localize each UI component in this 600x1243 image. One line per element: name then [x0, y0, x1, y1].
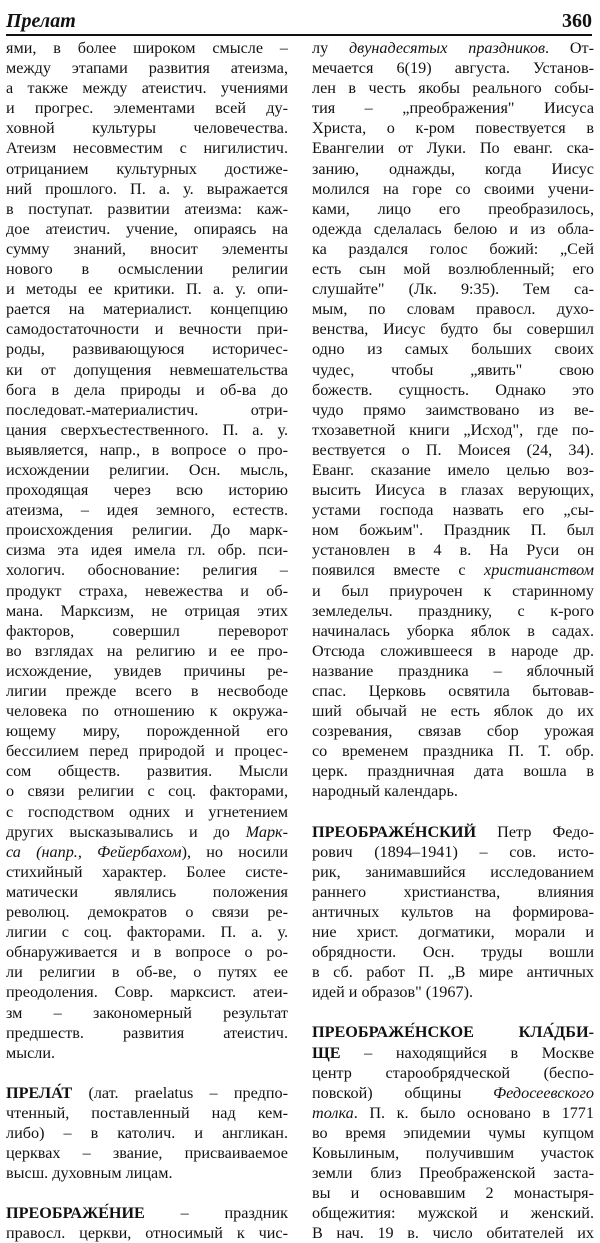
page-number: 360 [562, 10, 592, 32]
text-line: о связи религии с соц. факторами, [6, 782, 288, 801]
text-line: и методы ее критики. П. а. у. опи- [6, 280, 288, 299]
text-line: зм – закономерный результат [6, 1003, 288, 1022]
text-line: ховной культуры человечества. [6, 119, 288, 138]
entry-gap [312, 802, 594, 822]
text-line: венства, Иисус будто бы совершил [312, 320, 594, 339]
text-line [312, 1103, 594, 1123]
text-line: во время эпидемии чумы купцом [312, 1123, 594, 1142]
text-run: появился вместе с [312, 561, 485, 580]
headword: ПРЕЛА́Т [6, 1083, 73, 1102]
text-line: рик, занимавшийся исследованием [312, 862, 594, 881]
text-line: ками, лицо его преобразилось, [312, 199, 594, 218]
text-run: – праздник [144, 1204, 288, 1223]
text-line: ка раздался голос божий: „Сей [312, 239, 594, 258]
text-run: ), но носили [181, 842, 288, 861]
text-line: хологич. обоснование: религия – [6, 561, 288, 580]
text-line: лигии прежде всего в несвободе [6, 682, 288, 700]
text-line: роды, развивающуюся историчес- [6, 340, 288, 359]
text-line: спас. Церковь освятила бытовав- [312, 682, 594, 700]
text-line: с господством одних и угнетением [6, 802, 288, 821]
text-line: стихийный характер. Более систе- [6, 862, 288, 881]
text-line [6, 822, 288, 842]
text-line: ние христ. догматики, морали и [312, 923, 594, 942]
text-line: народный календарь. [312, 782, 458, 801]
text-line: атеизма, – идея земного, естеств. [6, 501, 288, 520]
text-run: Петр Федо- [476, 822, 594, 841]
text-line: идей и образов" (1967). [312, 983, 474, 1002]
cross-reference-link[interactable]: христианством [484, 561, 594, 580]
right-column [312, 38, 594, 1243]
text-run: (лат. praelatus – предпо- [72, 1083, 288, 1102]
text-line: дое атеистич. учение, опираясь на [6, 219, 288, 238]
headword: ПРЕОБРАЖЕ́НИЕ [6, 1204, 145, 1223]
text-line: одно из самых больших своих [312, 340, 594, 359]
text-line: цания сверхъестественного. П. а. у. [6, 420, 288, 439]
text-line: вествуется о П. Моисея (24, 34). [312, 440, 594, 459]
text-line: выявляется, напр., в вопросе о про- [6, 440, 288, 459]
text-line [312, 1043, 594, 1063]
text-line: бессилием перед природой и процес- [6, 742, 288, 761]
text-line [312, 38, 594, 58]
cross-reference-link[interactable]: толка [312, 1103, 354, 1122]
text-line: преодоления. Совр. марксист. атеи- [6, 983, 288, 1002]
text-line: тхозаветной книги „Исход", где по- [312, 420, 594, 439]
text-line: Ковылиным, получившим участок [312, 1143, 594, 1162]
text-line: центр старообрядческой (беспо- [312, 1063, 594, 1082]
text-line: продукт страха, невежества и об- [6, 581, 288, 600]
entry-gap [6, 1183, 288, 1203]
text-line: ний прошлого. П. а. у. выражается [6, 179, 288, 198]
text-line: Евангелии от Луки. По еванг. ска- [312, 139, 594, 158]
text-line: лигии с соц. факторами. П. а. у. [6, 923, 288, 942]
left-column [6, 38, 288, 1243]
entry-gap [312, 1002, 594, 1022]
text-line: слушайте" (Лк. 9:35). Тем са- [312, 280, 594, 299]
text-line: лен в честь якобы реального собы- [312, 79, 594, 98]
text-line: исхождении религии. Осн. мысль, [6, 460, 288, 479]
text-line: рается на материалист. концепцию [6, 300, 288, 319]
text-line: и был приурочен к старинному [312, 581, 594, 600]
text-line: со временем праздника П. Т. обр. [312, 742, 594, 761]
text-line: высить Иисуса в глазах верующих, [312, 481, 594, 500]
text-line: мана. Марксизм, не отрицая этих [6, 601, 288, 620]
text-line: Христа, о к-ром повествуется в [312, 119, 594, 138]
text-line: чтенный, поставленный над кем- [6, 1103, 288, 1122]
text-line: начиналась уборка яблок в садах. [312, 621, 594, 640]
text-line: рович (1894–1941) – сов. исто- [312, 842, 594, 861]
text-line: божеств. сущность. Однако это [312, 380, 594, 399]
text-line: а также между атеистич. учениями [6, 79, 288, 98]
text-line: земли близ Преображенской заста- [312, 1164, 594, 1183]
text-line: раннего христианства, влияния [312, 882, 594, 901]
text-line: человека по отношению к окружа- [6, 702, 288, 721]
text-line: обнаруживается и в вопросе о ро- [6, 943, 288, 962]
text-line: название праздника – яблочный [312, 661, 594, 680]
text-line: отрицанием культурных достиже- [6, 159, 288, 178]
headword: ПРЕОБРАЖЕ́НСКИЙ [312, 822, 477, 841]
text-line: во взглядах на религию и ее про- [6, 641, 288, 660]
text-line: ли религии в об-ве, о путях ее [6, 963, 288, 982]
text-line: последоват.-материалистич. отри- [6, 400, 288, 419]
text-line: революц. демократов о связи ре- [6, 903, 288, 922]
text-line: в поступат. развитии атеизма: каж- [6, 199, 288, 218]
text-line: земледельч. празднику, с к-рого [312, 601, 594, 620]
entry-gap [6, 1063, 288, 1083]
cross-reference-link: са (напр., [6, 842, 98, 861]
text-run: лу [312, 39, 349, 57]
header-rule [6, 34, 592, 36]
text-line [6, 842, 288, 862]
text-run: других высказывались и до [6, 822, 246, 841]
running-title: Прелат [6, 10, 76, 32]
text-line: сумму знаний, вносит элементы [6, 239, 288, 258]
text-run: – находящийся в Москве [340, 1043, 594, 1062]
text-line: общежития: мужской и женский. [312, 1204, 594, 1223]
entry-preobrazhensky [312, 822, 594, 842]
entry-preobrazhenskoe-kladbishche: ПРЕОБРАЖЕ́НСКОЕ КЛА́ДБИ- [312, 1023, 594, 1042]
cross-reference-link[interactable]: Марк- [245, 822, 288, 841]
text-line: между этапами развития атеизма, [6, 59, 288, 78]
headword: ЩЕ [312, 1043, 341, 1062]
text-line: происхождения религии. До марк- [6, 521, 288, 540]
text-line: молился на горе со своими учени- [312, 179, 594, 198]
text-line: исхождение, увидев причины ре- [6, 661, 288, 680]
text-line: предшеств. развития атеистич. [6, 1023, 288, 1042]
text-line: самодостаточности и вечности при- [6, 320, 288, 339]
text-line: сом обществ. развития. Мысли [6, 762, 288, 781]
text-line: бога в дела природы и об-ва до [6, 380, 288, 399]
cross-reference-link[interactable]: двунадесятых праздников [348, 39, 545, 57]
text-line [312, 560, 594, 580]
text-line: мысли. [6, 1043, 56, 1062]
entry-preobrazhenie [6, 1203, 288, 1223]
text-line: чудо прямо заимствовано из ве- [312, 400, 594, 419]
cross-reference-link[interactable]: Федосеевского [493, 1083, 594, 1102]
entry-prelat [6, 1083, 288, 1103]
text-line: в сб. работ П. „В мире античных [312, 963, 594, 982]
text-line: ями, в более широком смысле – [6, 39, 288, 57]
text-line: обрядности. Осн. труды вошли [312, 943, 594, 962]
text-line: устами господа назвать его „сы- [312, 501, 594, 520]
text-run: . П. к. было основано в 1771 [353, 1103, 594, 1122]
text-line: есть сын мой возлюбленный; его [312, 260, 594, 279]
text-line: В нач. 19 в. число обитателей их [312, 1224, 594, 1243]
text-line: высш. духовным лицам. [6, 1164, 173, 1183]
text-line: Атеизм несовместим с нигилистич. [6, 139, 288, 158]
text-line: церк. праздничная дата вошла в [312, 762, 594, 781]
text-line: античных культов на формирова- [312, 902, 594, 921]
text-line: факторов, совершил переворот [6, 621, 288, 640]
text-run: повской) общины [312, 1083, 494, 1102]
text-line: ющему миру, порожденной его [6, 722, 288, 741]
text-line: и прогрес. элементами всей ду- [6, 99, 288, 118]
text-line: Еванг. сказание имело целью воз- [312, 460, 594, 479]
text-line: церквах – звание, присваиваемое [6, 1144, 288, 1163]
text-line: тия – „преображения" Иисуса [312, 99, 594, 118]
text-line [312, 1083, 594, 1103]
text-line: ки от допущения невмешательства [6, 360, 288, 379]
text-line: мечается 6(19) августа. Установ- [312, 59, 594, 78]
text-line: вы и основавшим 2 монастыря- [312, 1184, 594, 1203]
cross-reference-link[interactable]: Фейербахом [97, 842, 182, 861]
text-run: . От- [545, 39, 594, 57]
text-line: нового в осмыслении религии [6, 260, 288, 279]
text-line: установлен в 4 в. На Руси он [312, 541, 594, 560]
text-line: правосл. церкви, относимый к чис- [6, 1224, 288, 1243]
text-line: ном божьим". Праздник П. был [312, 521, 594, 540]
text-line: Отсюда сложившееся в народе др. [312, 641, 594, 660]
text-line: матически являлись положения [6, 882, 288, 901]
text-line: проходящая через всю историю [6, 481, 288, 500]
text-line: чудес, чтобы „явить" свою [312, 360, 594, 379]
text-line: сизма эта идея имела гл. обр. пси- [6, 541, 288, 560]
text-line: одежда сделалась белою и из обла- [312, 219, 594, 238]
text-line: ший обычай не есть яблок до их [312, 702, 594, 721]
text-line: мым, по словам правосл. духо- [312, 300, 594, 319]
text-line: либо) – в католич. и англикан. [6, 1123, 288, 1142]
text-line: созревания, связав сбор урожая [312, 722, 594, 741]
text-line: занию, однажды, когда Иисус [312, 159, 594, 178]
